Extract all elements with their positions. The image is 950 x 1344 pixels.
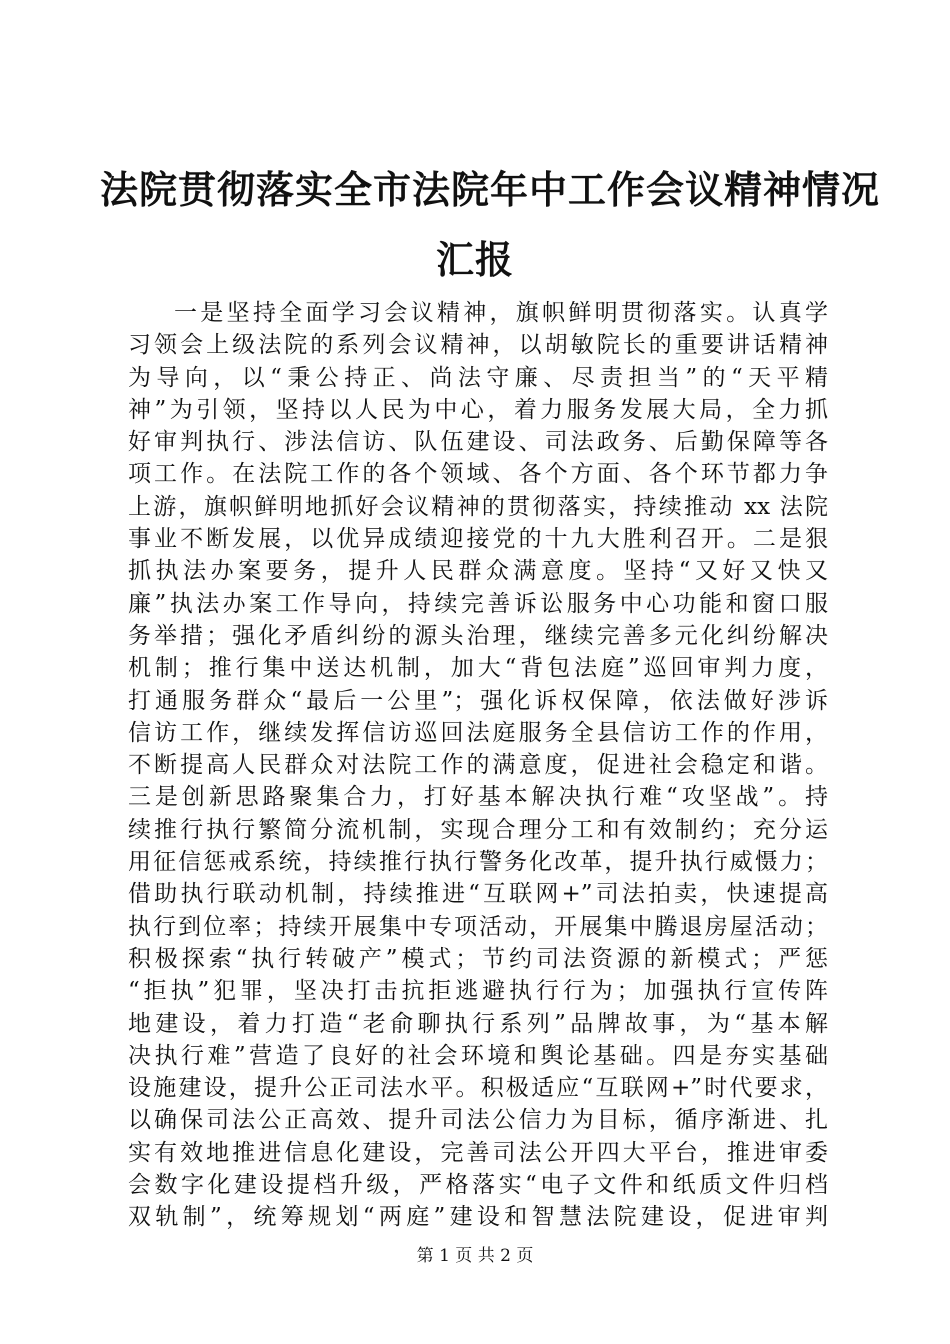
body-line: “拒执”犯罪，坚决打击抗拒逃避执行行为；加强执行宣传阵: [128, 978, 828, 1005]
document-title: [100, 155, 881, 295]
body-line: 以确保司法公正高效、提升司法公信力为目标，循序渐进、扎: [128, 1107, 828, 1134]
body-line: 打通服务群众“最后一公里”；强化诉权保障，依法做好涉诉: [128, 687, 828, 714]
body-line: 续推行执行繁简分流机制，实现合理分工和有效制约；充分运: [128, 816, 828, 843]
body-line: 地建设，着力打造“老俞聊执行系列”品牌故事，为“基本解: [128, 1010, 828, 1037]
body-line: 一是坚持全面学习会议精神，旗帜鲜明贯彻落实。认真学: [174, 300, 828, 326]
body-line: 好审判执行、涉法信访、队伍建设、司法政务、后勤保障等各: [128, 429, 828, 456]
title-line-1: 法院贯彻落实全市法院年中工作会议精神情况: [100, 168, 881, 212]
body-line: 上游，旗帜鲜明地抓好会议精神的贯彻落实，持续推动 xx 法院: [128, 493, 828, 520]
page-footer: 第 1 页 共 2 页: [416, 1246, 534, 1266]
body-line: 项工作。在法院工作的各个领域、各个方面、各个环节都力争: [128, 461, 828, 488]
body-line: 用征信惩戒系统，持续推行执行警务化改革，提升执行威慑力；: [128, 849, 828, 876]
body-line: 决执行难”营造了良好的社会环境和舆论基础。四是夯实基础: [128, 1042, 828, 1069]
body-line: 三是创新思路聚集合力，打好基本解决执行难“攻坚战”。持: [128, 784, 828, 811]
title-line-2: 汇报: [435, 238, 514, 282]
body-line: 实有效地推进信息化建设，完善司法公开四大平台，推进审委: [128, 1139, 828, 1166]
body-line: 双轨制”，统筹规划“两庭”建设和智慧法院建设，促进审判: [128, 1204, 828, 1231]
body-line: 信访工作，继续发挥信访巡回法庭服务全县信访工作的作用，: [128, 719, 828, 746]
body-line: 借助执行联动机制，持续推进“互联网+”司法拍卖，快速提高: [128, 881, 828, 908]
body-line: 会数字化建设提档升级，严格落实“电子文件和纸质文件归档: [128, 1172, 828, 1199]
body-line: 习领会上级法院的系列会议精神，以胡敏院长的重要讲话精神: [128, 332, 828, 359]
body-line: 设施建设，提升公正司法水平。积极适应“互联网+”时代要求，: [128, 1075, 828, 1102]
body-line: 廉”执法办案工作导向，持续完善诉讼服务中心功能和窗口服: [128, 590, 828, 617]
body-line: 不断提高人民群众对法院工作的满意度，促进社会稳定和谐。: [128, 752, 828, 779]
body-line: 神”为引领，坚持以人民为中心，着力服务发展大局，全力抓: [128, 396, 828, 423]
document-body: [128, 297, 828, 1234]
body-line: 执行到位率；持续开展集中专项活动，开展集中腾退房屋活动；: [128, 913, 828, 940]
body-line: 抓执法办案要务，提升人民群众满意度。坚持“又好又快又: [128, 558, 828, 585]
body-line: 积极探索“执行转破产”模式；节约司法资源的新模式；严惩: [128, 945, 828, 972]
body-line: 机制；推行集中送达机制，加大“背包法庭”巡回审判力度，: [128, 655, 828, 682]
body-line: 为导向，以“秉公持正、尚法守廉、尽责担当”的“天平精: [128, 364, 828, 391]
body-line: 事业不断发展，以优异成绩迎接党的十九大胜利召开。二是狠: [128, 526, 828, 553]
body-line: 务举措；强化矛盾纠纷的源头治理，继续完善多元化纠纷解决: [128, 622, 828, 649]
